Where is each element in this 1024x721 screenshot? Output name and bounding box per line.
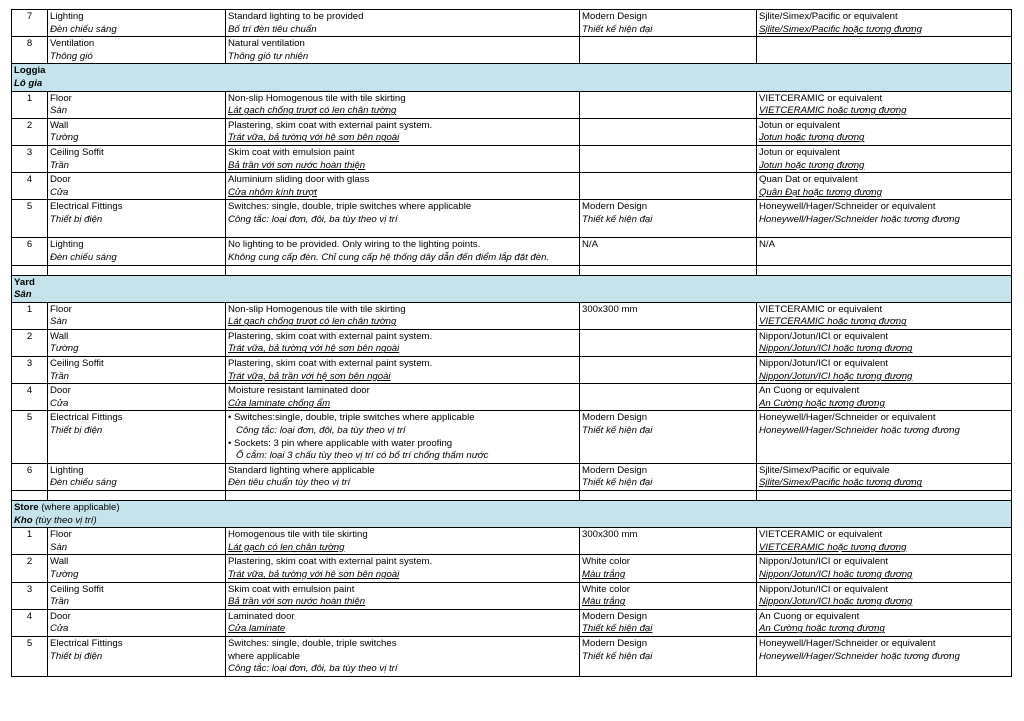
row-number: 6 xyxy=(12,463,48,490)
description-cell: Plastering, skim coat with external paint system. Trát vữa, bả trần với hệ sơn bên ngoài xyxy=(226,357,580,384)
description-cell: Plastering, skim coat with external paint system. Trát vữa, bả tường với hệ sơn bên ngoài xyxy=(226,329,580,356)
design-cell: 300x300 mm xyxy=(580,302,757,329)
table-row xyxy=(12,636,1012,676)
table-row xyxy=(12,10,1012,37)
description-cell: Switches: single, double, triple switches where applicable Công tắc: loại đơn, đôi, ba tùy theo vị trí xyxy=(226,636,580,676)
brand-cell: VIETCERAMIC or equivalent VIETCERAMIC hoặc tương đương xyxy=(757,91,1012,118)
item-cell: Electrical Fittings Thiết bị điện xyxy=(48,411,226,463)
row-number: 5 xyxy=(12,411,48,463)
item-cell: Ceiling Soffit Trần xyxy=(48,357,226,384)
row-number: 8 xyxy=(12,37,48,64)
description-cell: Natural ventilation Thông gió tự nhiên xyxy=(226,37,580,64)
row-number: 4 xyxy=(12,173,48,200)
design-cell: Modern Design Thiết kế hiện đại xyxy=(580,10,757,37)
design-cell: White color Màu trắng xyxy=(580,555,757,582)
design-cell xyxy=(580,37,757,64)
description-cell: Skim coat with emulsion paint Bả trần với sơn nước hoàn thiện xyxy=(226,582,580,609)
item-cell: Floor Sàn xyxy=(48,91,226,118)
section-header-store: Store (where applicable) Kho (tùy theo vị trí) xyxy=(12,501,1012,528)
row-number: 3 xyxy=(12,145,48,172)
brand-cell: Sjlite/Simex/Pacific or equivale Sjlite/Simex/Pacific hoặc tương đương xyxy=(757,463,1012,490)
design-cell: 300x300 mm xyxy=(580,528,757,555)
row-number: 3 xyxy=(12,357,48,384)
brand-cell: VIETCERAMIC or equivalent VIETCERAMIC hoặc tương đương xyxy=(757,528,1012,555)
design-cell xyxy=(580,384,757,411)
item-cell: Floor Sàn xyxy=(48,528,226,555)
bullet-item: • Switches:single, double, triple switches where applicable xyxy=(228,412,475,424)
table-row xyxy=(12,238,1012,265)
design-cell: White color Màu trắng xyxy=(580,582,757,609)
table-row xyxy=(12,200,1012,238)
item-cell: Lighting Đèn chiếu sáng xyxy=(48,10,226,37)
brand-cell: An Cuong or equivalent An Cường hoặc tương đương xyxy=(757,609,1012,636)
brand-cell: N/A xyxy=(757,238,1012,265)
table-row xyxy=(12,302,1012,329)
table-row xyxy=(12,411,1012,463)
row-number: 3 xyxy=(12,582,48,609)
table-row xyxy=(12,384,1012,411)
description-cell: Non-slip Homogenous tile with tile skirting Lát gạch chống trượt có len chân tường xyxy=(226,91,580,118)
row-number: 2 xyxy=(12,555,48,582)
table-row xyxy=(12,609,1012,636)
description-cell: Standard lighting where applicable Đèn tiêu chuẩn tùy theo vị trí xyxy=(226,463,580,490)
table-row xyxy=(12,91,1012,118)
table-row xyxy=(12,329,1012,356)
brand-cell: Honeywell/Hager/Schneider or equivalent Honeywell/Hager/Schneider hoặc tương đương xyxy=(757,636,1012,676)
item-cell: Door Cửa xyxy=(48,609,226,636)
design-cell xyxy=(580,118,757,145)
description-cell: Homogenous tile with tile skirting Lát gạch có len chân tường xyxy=(226,528,580,555)
brand-cell xyxy=(757,37,1012,64)
design-cell xyxy=(580,91,757,118)
row-number: 4 xyxy=(12,384,48,411)
design-cell: Modern Design Thiết kế hiện đại xyxy=(580,463,757,490)
section-header-loggia: Loggia Lô gia xyxy=(12,64,1012,91)
item-cell: Electrical Fittings Thiết bị điện xyxy=(48,636,226,676)
row-number: 6 xyxy=(12,238,48,265)
row-number: 5 xyxy=(12,636,48,676)
row-number: 1 xyxy=(12,91,48,118)
design-cell xyxy=(580,329,757,356)
row-number: 2 xyxy=(12,329,48,356)
description-cell: Non-slip Homogenous tile with tile skirting Lát gạch chống trượt có len chân tường xyxy=(226,302,580,329)
description-cell: Skim coat with emulsion paint Bả trần với sơn nước hoàn thiện xyxy=(226,145,580,172)
brand-cell: Jotun or equivalent Jotun hoặc tương đương xyxy=(757,145,1012,172)
row-number: 4 xyxy=(12,609,48,636)
description-cell: No lighting to be provided. Only wiring to the lighting points. Không cung cấp đèn. Chỉ cung cấp hệ thống dây dẫn đến điểm lắp đặt đèn. xyxy=(226,238,580,265)
brand-cell: Jotun or equivalent Jotun hoặc tương đương xyxy=(757,118,1012,145)
brand-cell: Honeywell/Hager/Schneider or equivalent Honeywell/Hager/Schneider hoặc tương đương xyxy=(757,411,1012,463)
design-cell xyxy=(580,173,757,200)
description-cell: Moisture resistant laminated door Cửa laminate chống ẩm xyxy=(226,384,580,411)
brand-cell: Sjlite/Simex/Pacific or equivalent Sjlite/Simex/Pacific hoặc tương đương xyxy=(757,10,1012,37)
table-row xyxy=(12,463,1012,490)
table-row xyxy=(12,555,1012,582)
brand-cell: Nippon/Jotun/ICI or equivalent Nippon/Jotun/ICI hoặc tương đương xyxy=(757,329,1012,356)
item-cell: Ceiling Soffit Trần xyxy=(48,145,226,172)
brand-cell: VIETCERAMIC or equivalent VIETCERAMIC hoặc tương đương xyxy=(757,302,1012,329)
item-cell: Ventilation Thông gió xyxy=(48,37,226,64)
blank-row xyxy=(12,491,1012,501)
description-cell: Laminated door Cửa laminate xyxy=(226,609,580,636)
item-cell: Electrical Fittings Thiết bị điện xyxy=(48,200,226,238)
brand-cell: Honeywell/Hager/Schneider or equivalent Honeywell/Hager/Schneider hoặc tương đương xyxy=(757,200,1012,238)
table-row xyxy=(12,582,1012,609)
blank-row xyxy=(12,265,1012,275)
table-row xyxy=(12,528,1012,555)
item-cell: Lighting Đèn chiếu sáng xyxy=(48,238,226,265)
design-cell: Modern Design Thiết kế hiện đại xyxy=(580,636,757,676)
row-number: 1 xyxy=(12,302,48,329)
brand-cell: Nippon/Jotun/ICI or equivalent Nippon/Jotun/ICI hoặc tương đương xyxy=(757,357,1012,384)
bullet-item: • Sockets: 3 pin where applicable with water proofing xyxy=(228,437,453,449)
item-cell: Wall Tường xyxy=(48,329,226,356)
item-cell: Door Cửa xyxy=(48,384,226,411)
item-cell: Floor Sàn xyxy=(48,302,226,329)
row-number: 2 xyxy=(12,118,48,145)
table-row xyxy=(12,37,1012,64)
description-cell: • Switches:single, double, triple switches where applicable Công tắc: loại đơn, đôi, ba tùy theo vị trí • Sockets: 3 pin where applicable with water proofing Ổ cắm: loại 3 chấu tùy theo vị trí có bố trí chống thấm nước xyxy=(226,411,580,463)
description-cell: Standard lighting to be provided Bố trí đèn tiêu chuẩn xyxy=(226,10,580,37)
item-cell: Wall Tường xyxy=(48,118,226,145)
design-cell: Modern Design Thiết kế hiện đại xyxy=(580,609,757,636)
description-cell: Plastering, skim coat with external paint system. Trát vữa, bả tường với hệ sơn bên ngoài xyxy=(226,555,580,582)
design-cell: N/A xyxy=(580,238,757,265)
table-row xyxy=(12,173,1012,200)
design-cell: Modern Design Thiết kế hiện đại xyxy=(580,411,757,463)
row-number: 5 xyxy=(12,200,48,238)
brand-cell: Nippon/Jotun/ICI or equivalent Nippon/Jotun/ICI hoặc tương đương xyxy=(757,555,1012,582)
design-cell xyxy=(580,357,757,384)
item-cell: Lighting Đèn chiếu sáng xyxy=(48,463,226,490)
row-number: 7 xyxy=(12,10,48,37)
table-row xyxy=(12,118,1012,145)
specification-table xyxy=(11,9,1012,677)
brand-cell: An Cuong or equivalent An Cường hoặc tương đương xyxy=(757,384,1012,411)
row-number: 1 xyxy=(12,528,48,555)
item-cell: Door Cửa xyxy=(48,173,226,200)
brand-cell: Quan Dat or equivalent Quân Đạt hoặc tương đương xyxy=(757,173,1012,200)
description-cell: Aluminium sliding door with glass Cửa nhôm kính trượt xyxy=(226,173,580,200)
item-cell: Ceiling Soffit Trần xyxy=(48,582,226,609)
design-cell xyxy=(580,145,757,172)
description-cell: Plastering, skim coat with external paint system. Trát vữa, bả tường với hệ sơn bên ngoài xyxy=(226,118,580,145)
table-row xyxy=(12,145,1012,172)
description-cell: Switches: single, double, triple switches where applicable Công tắc: loại đơn, đôi, ba tùy theo vị trí xyxy=(226,200,580,238)
section-header-yard: Yard Sân xyxy=(12,275,1012,302)
table-row xyxy=(12,357,1012,384)
brand-cell: Nippon/Jotun/ICI or equivalent Nippon/Jotun/ICI hoặc tương đương xyxy=(757,582,1012,609)
design-cell: Modern Design Thiết kế hiện đại xyxy=(580,200,757,238)
item-cell: Wall Tường xyxy=(48,555,226,582)
